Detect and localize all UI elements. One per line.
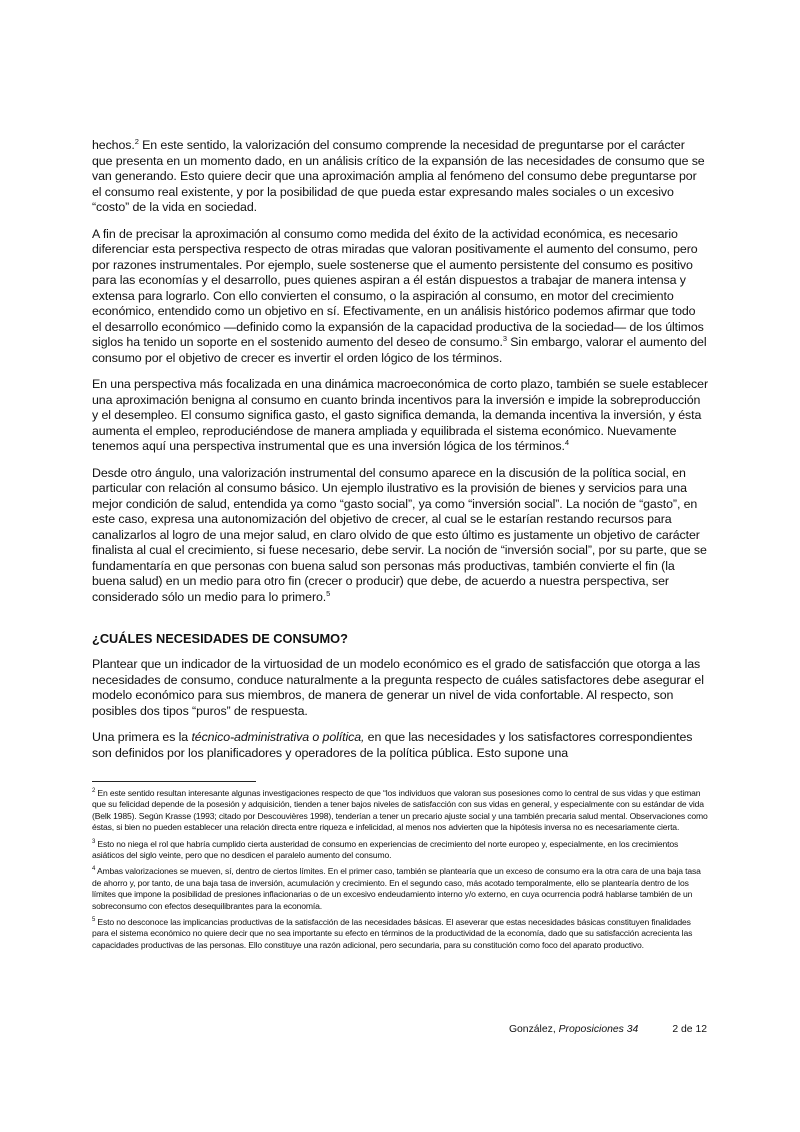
footnote-number: 5 [92,917,96,924]
footnote-number: 2 [92,788,96,794]
footnote-number: 4 [92,866,96,873]
emphasis-text: técnico-administrativa o política, [191,730,365,744]
paragraph [92,377,708,455]
paragraph-text: Desde otro ángulo, una valorización instrumental del consumo aparece en la discusión de la política social, en particular con relación al consumo básico. Un ejemplo ilustrativo es la provisión de bienes y servicios para una mejor condición de salud, entendida ya como “gasto social”, ya como “inversión social”. La noción de “gasto”, en este caso, expresa una autonomización del objetivo de crecer, al cual se le estarían restando recursos para canalizarlos al logro de una mejor salud, en claro olvido de que esto último es justamente un objetivo de carácter finalista al cual el crecimiento, si fuese necesario, debe servir. La noción de “inversión social”, por su parte, que se fundamentaría en que personas con buena salud son personas más productivas, también convierte el fin (la buena salud) en un medio para otro fin (crecer o producir) que debe, de acuerdo a nuestra perspectiva, ser considerado sólo un medio para lo primero. [92,465,707,604]
footnote-text: Esto no desconoce las implicancias productivas de la satisfacción de las necesidades básicas. El aseverar que estas necesidades básicas constituyen finalidades para el sistema económico no quiere decir que no sea importante su efecto en términos de la productividad de la economía, dado que su satisfacción acrecienta las capacidades productivas de las personas. Ello constituye una razón adicional, pero secundaria, para su constitución como foco del aparato productivo. [92,917,693,950]
paragraph-text: Una primera es la [92,730,192,744]
page-footer [509,1023,707,1037]
footnote-ref[interactable]: 2 [134,137,139,146]
paragraph-text: en que las necesidades y los satisfactores correspondientes son definidos por los planificadores y operadores de la política pública. Esto supone una [92,730,693,760]
footnote [92,788,708,834]
paragraph-text: Sin embargo, valorar el aumento del consumo por el objetivo de crecer es invertir el orden lógico de los términos. [92,335,707,365]
footnote [92,866,708,912]
footer-author: González, [508,1024,559,1035]
page-number: 2 de 12 [672,1024,707,1035]
section-heading: ¿CUÁLES NECESIDADES DE CONSUMO? [92,631,348,646]
footer-journal: Proposiciones 34 [558,1024,639,1035]
footnote-text: Ambas valorizaciones se mueven, sí, dentro de ciertos límites. En el primer caso, también se plantearía que un exceso de consumo era la otra cara de una baja tasa de ahorro y, por tanto, de una baja tasa de inversión, acumulación y crecimiento. En el segundo caso, más acotado temporalmente, ello se plantearía dentro de los límites que impone la posibilidad de presiones inflacionarias o de un excesivo endeudamiento interno y/o externo, en cuya ocurrencia podrá hablarse también de un sobreconsumo con efectos desequilibrantes para la economía. [92,866,701,911]
footnote-ref[interactable]: 3 [502,334,507,343]
paragraph-text: En este sentido, la valorización del consumo comprende la necesidad de preguntarse por el carácter que presenta en un momento dado, en un análisis crítico de la expansión de las necesidades de consumo que se van generando. Esto quiere decir que una aproximación amplia al fenómeno del consumo debe preguntarse por el consumo real existente, y por la posibilidad de que pueda estar expresando males sociales o un excesivo “costo” de la vida en sociedad. [92,138,705,214]
footnote [92,839,708,862]
footnote-text: En este sentido resultan interesante algunas investigaciones respecto de que “los individuos que valoran sus posesiones como lo central de sus vidas y que estiman que su felicidad depende de la posesión y adquisición, tienden a tener bajos niveles de satisfacción con sus vidas en general, y especialmente con su estándar de vida (Belk 1985). Según Krasse (1993; citado por Descouvières 1998), tenderían a tener un precario ajuste social y una también precaria salud mental. Observaciones como éstas, si bien no pueden establecer una relación directa entre riqueza e infelicidad, al menos nos advierten que la hipótesis inversa no es necesariamente cierta. [92,788,708,833]
footnote-text: Esto no niega el rol que habría cumplido cierta austeridad de consumo en experiencias de crecimiento del norte europeo y, especialmente, en los crecimientos asiáticos del siglo veinte, pero que no desdicen el paralelo aumento del consumo. [92,838,679,861]
paragraph [92,138,708,216]
paragraph [92,730,708,761]
paragraph: Plantear que un indicador de la virtuosidad de un modelo económico es el grado de satisfacción que otorga a las necesidades de consumo, conduce naturalmente a la pregunta respecto de cuáles satisfactores debe asegurar el modelo económico para sus miembros, de manera de generar un nivel de vida confortable. Al respecto, son posibles dos tipos “puros” de respuesta. [92,657,704,718]
paragraph [92,466,708,606]
footnote-ref[interactable]: 4 [564,438,569,447]
paragraph-text: hechos. [92,138,135,152]
footnotes [92,788,708,951]
footnote-number: 3 [92,838,96,845]
paragraph [92,227,708,367]
footnote [92,917,708,951]
footnote-divider [92,781,256,782]
paragraph-text: A fin de precisar la aproximación al consumo como medida del éxito de la actividad económica, es necesario diferenciar esta perspectiva respecto de otras miradas que valoran positivamente el aumento del consumo, pero por razones instrumentales. Por ejemplo, suele sostenerse que el aumento persistente del consumo es positivo para las economías y el desarrollo, pues quienes aspiran a él están dispuestos a trabajar de manera intensa y extensa para lograrlo. Con ello convierten el consumo, o la aspiración al consumo, en motor del crecimiento económico, entendido como un objetivo en sí. Efectivamente, en un análisis histórico podemos afirmar que todo el desarrollo económico —definido como la expansión de la capacidad productiva de la sociedad— de los últimos siglos ha tenido un soporte en el sostenido aumento del deseo de consumo. [92,226,704,349]
paragraph-text: En una perspectiva más focalizada en una dinámica macroeconómica de corto plazo, también se suele establecer una aproximación benigna al consumo en cuanto brinda incentivos para la inversión e impide la sobreproducción y el desempleo. El consumo significa gasto, el gasto significa demanda, la demanda incentiva la inversión, y ésta aumenta el empleo, reproduciéndose de manera ampliada y equilibrada el sistema económico. Nuevamente tenemos aquí una perspectiva instrumental que es una inversión lógica de los términos. [92,377,708,453]
footnote-ref[interactable]: 5 [326,588,331,598]
